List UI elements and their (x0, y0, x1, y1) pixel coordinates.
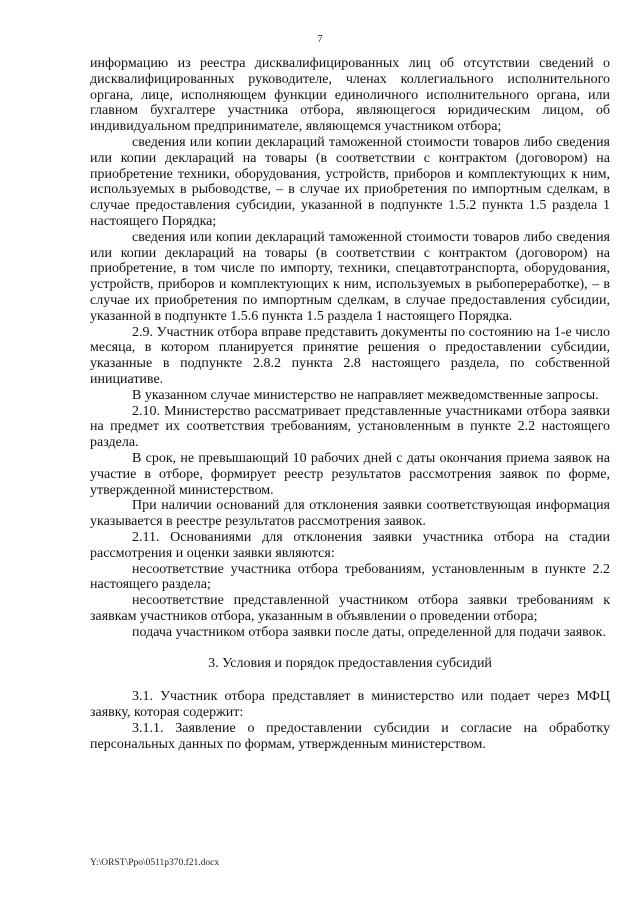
paragraph: информацию из реестра дисквалифицированных лиц об отсутствии сведений о дисквалифицированных руководителе, членах коллегиального исполнительного органа, лице, исполняющем функции единоличного исполнительного органа, или главном бухгалтере участника отбора, являющегося юридическим лицом, об индивидуальном предпринимателе, являющемся участником отбора; (90, 56, 610, 135)
paragraph: 2.11. Основаниями для отклонения заявки участника отбора на стадии рассмотрения и оценки заявки являются: (90, 529, 610, 561)
paragraph: несоответствие представленной участником отбора заявки требованиям к заявкам участников отбора, указанным в объявлении о проведении отбора; (90, 593, 610, 624)
paragraph: В срок, не превышающий 10 рабочих дней с даты окончания приема заявок на участие в отборе, формирует реестр результатов рассмотрения заявок по форме, утвержденной министерством. (90, 450, 610, 498)
paragraph: подача участником отбора заявки после даты, определенной для подачи заявок. (132, 624, 606, 640)
paragraph: 2.9. Участник отбора вправе представить документы по состоянию на 1-е число месяца, в котором планируется принятие решения о предоставлении субсидии, указанные в подпункте 2.8.2 пункта 2.8 настоящего раздела, по собственной инициативе. (90, 324, 610, 387)
paragraph-group-top (90, 56, 610, 640)
paragraph: 2.10. Министерство рассматривает представленные участниками отбора заявки на предмет их соответствия требованиям, установленным в пункте 2.2 настоящего раздела. (90, 403, 610, 451)
document-body (90, 56, 610, 752)
file-path-footer: Y:\ORST\Ppo\0511p370.f21.docx (90, 858, 220, 868)
page-number: 7 (317, 33, 323, 45)
paragraph-group-bottom (90, 689, 610, 752)
paragraph: сведения или копии деклараций таможенной стоимости товаров либо сведения или копии деклараций на товары (в соответствии с контрактом (договором) на приобретение, в том числе по импорту, техники, спецавтотранспорта, оборудования, устройств, приборов и комплектующих к ним, используемых в рыбопереработке), – в случае их приобретения по импортным сделкам, в случае предоставления субсидии, указанной в подпункте 1.5.6 пункта 1.5 раздела 1 настоящего Порядка. (90, 229, 610, 324)
paragraph: 3.1. Участник отбора представляет в министерство или подает через МФЦ заявку, которая содержит: (90, 689, 610, 721)
paragraph: сведения или копии деклараций таможенной стоимости товаров либо сведения или копии деклараций на товары (в соответствии с контрактом (договором) на приобретение техники, оборудования, устройств, приборов и комплектующих к ним, используемых в рыбоводстве, – в случае их приобретения по импортным сделкам, в случае предоставления субсидии, указанной в подпункте 1.5.2 пункта 1.5 раздела 1 настоящего Порядка; (90, 134, 610, 229)
section-heading: 3. Условия и порядок предоставления субсидий (208, 656, 492, 672)
paragraph: В указанном случае министерство не направляет межведомственные запросы. (132, 387, 599, 403)
paragraph: несоответствие участника отбора требованиям, установленным в пункте 2.2 настоящего раздела; (90, 561, 610, 593)
paragraph: 3.1.1. Заявление о предоставлении субсидии и согласие на обработку персональных данных по формам, утвержденным министерством. (90, 720, 610, 752)
paragraph: При наличии оснований для отклонения заявки соответствующая информация указывается в реестре результатов рассмотрения заявок. (90, 498, 610, 530)
